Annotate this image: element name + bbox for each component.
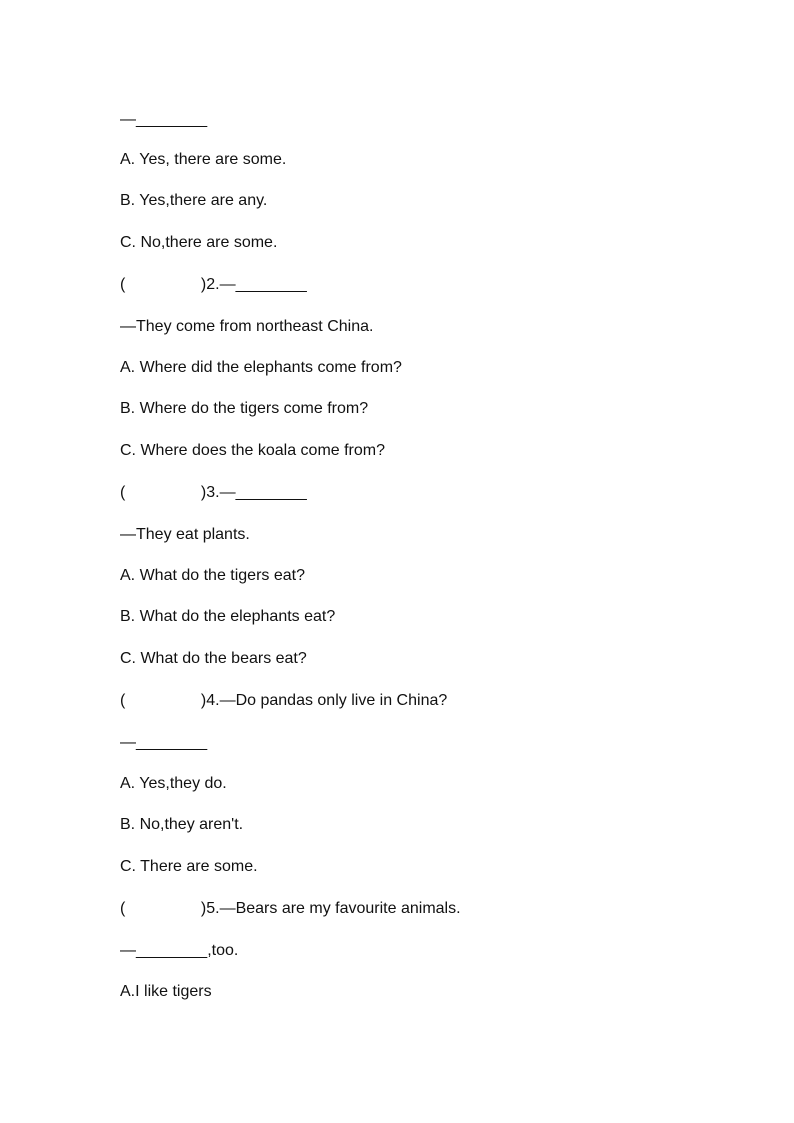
option-a-q1: A. Yes, there are some. bbox=[120, 151, 287, 168]
answer-blank-q4: —________ bbox=[120, 734, 208, 751]
option-c-q1: C. No,there are some. bbox=[120, 234, 278, 251]
answer-blank-line: —________ bbox=[120, 111, 208, 128]
option-a-q4: A. Yes,they do. bbox=[120, 775, 227, 792]
option-b-q1: B. Yes,there are any. bbox=[120, 192, 268, 209]
question-3: ( )3.—________ bbox=[120, 484, 307, 501]
answer-q3: —They eat plants. bbox=[120, 526, 250, 543]
question-4: ( )4.—Do pandas only live in China? bbox=[120, 692, 448, 709]
question-5: ( )5.—Bears are my favourite animals. bbox=[120, 900, 461, 917]
option-c-q4: C. There are some. bbox=[120, 858, 258, 875]
option-a-q3: A. What do the tigers eat? bbox=[120, 567, 305, 584]
option-a-q2: A. Where did the elephants come from? bbox=[120, 359, 402, 376]
option-b-q4: B. No,they aren't. bbox=[120, 816, 244, 833]
option-c-q3: C. What do the bears eat? bbox=[120, 650, 307, 667]
answer-blank-q5: —________,too. bbox=[120, 942, 239, 959]
option-c-q2: C. Where does the koala come from? bbox=[120, 442, 386, 459]
question-2: ( )2.—________ bbox=[120, 276, 307, 293]
answer-q2: —They come from northeast China. bbox=[120, 318, 374, 335]
option-b-q2: B. Where do the tigers come from? bbox=[120, 400, 369, 417]
option-b-q3: B. What do the elephants eat? bbox=[120, 608, 336, 625]
option-a-q5: A.I like tigers bbox=[120, 983, 212, 1000]
